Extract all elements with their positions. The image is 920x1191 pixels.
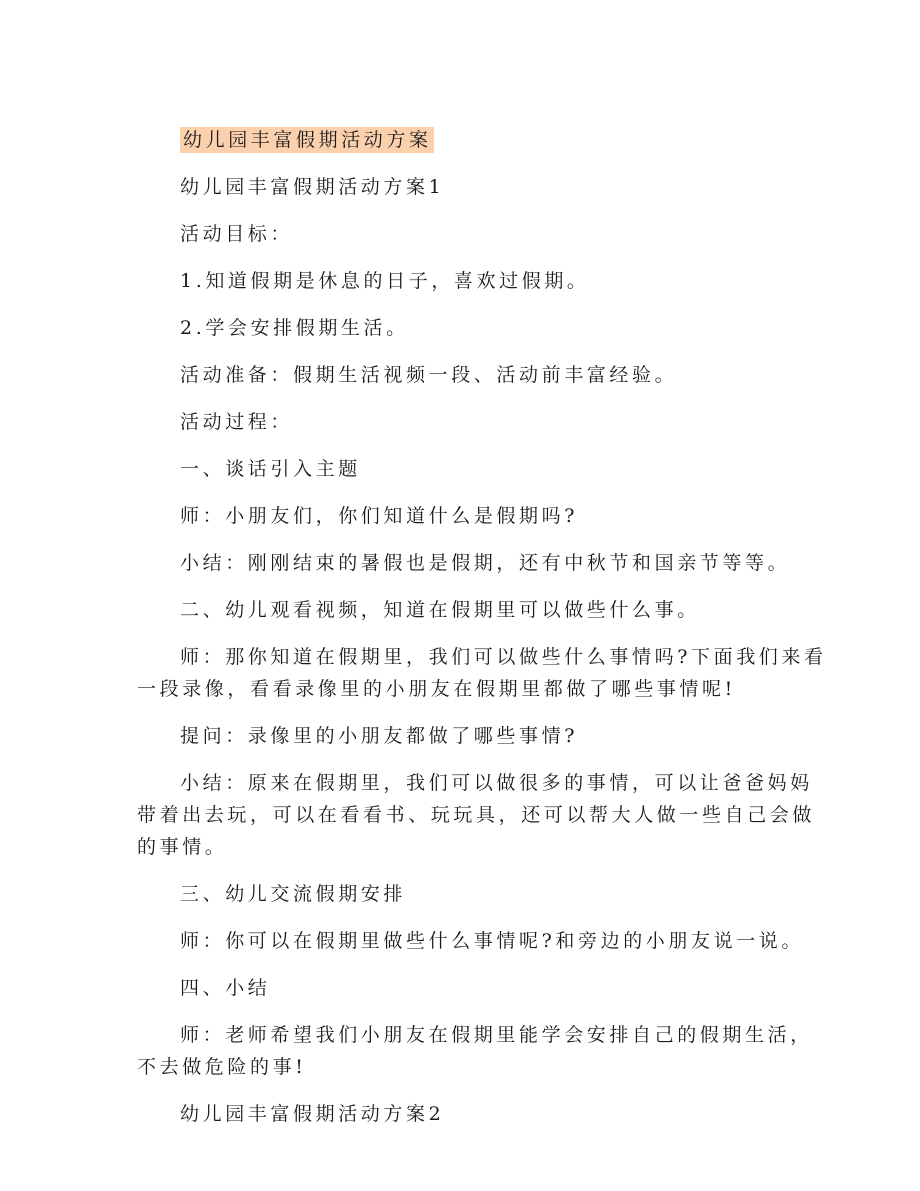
- paragraph-teacher-question-2-line-1: 师：那你知道在假期里，我们可以做些什么事情吗?下面我们来看: [180, 646, 827, 668]
- paragraph-teacher-question-3: 师：你可以在假期里做些什么事情呢?和旁边的小朋友说一说。: [180, 930, 804, 952]
- paragraph-activity-prep: 活动准备：假期生活视频一段、活动前丰富经验。: [180, 364, 678, 386]
- paragraph-step-4: 四、小结: [180, 977, 271, 999]
- paragraph-step-1: 一、谈话引入主题: [180, 458, 361, 480]
- paragraph-summary-2-line-3: 的事情。: [137, 836, 228, 858]
- document-title: [137, 124, 787, 156]
- paragraph-teacher-question-1: 师：小朋友们，你们知道什么是假期吗?: [180, 505, 578, 527]
- paragraph-teacher-closing-line-1: 师：老师希望我们小朋友在假期里能学会安排自己的假期生活，: [180, 1024, 813, 1046]
- paragraph-summary-2-line-2: 带着出去玩，可以在看看书、玩玩具，还可以帮大人做一些自己会做: [137, 804, 816, 826]
- paragraph-step-2: 二、幼儿观看视频，知道在假期里可以做些什么事。: [180, 599, 700, 621]
- paragraph-summary-2-line-1: 小结：原来在假期里，我们可以做很多的事情，可以让爸爸妈妈: [180, 772, 813, 794]
- paragraph-teacher-question-2-line-2: 一段录像，看看录像里的小朋友在假期里都做了哪些事情呢!: [137, 678, 736, 700]
- paragraph-activity-process: 活动过程：: [180, 411, 294, 433]
- title-highlight: 幼儿园丰富假期活动方案: [180, 127, 434, 153]
- paragraph-step-3: 三、幼儿交流假期安排: [180, 883, 407, 905]
- paragraph-question: 提问：录像里的小朋友都做了哪些事情?: [180, 725, 578, 747]
- section-heading-plan-1: 幼儿园丰富假期活动方案1: [180, 176, 445, 198]
- section-heading-plan-2: 幼儿园丰富假期活动方案2: [180, 1103, 445, 1125]
- paragraph-teacher-closing-line-2: 不去做危险的事!: [137, 1056, 307, 1078]
- paragraph-activity-goals: 活动目标：: [180, 223, 294, 245]
- paragraph-goal-2: 2.学会安排假期生活。: [180, 317, 409, 339]
- paragraph-summary-1: 小结：刚刚结束的暑假也是假期，还有中秋节和国亲节等等。: [180, 552, 791, 574]
- paragraph-goal-1: 1.知道假期是休息的日子，喜欢过假期。: [180, 270, 590, 292]
